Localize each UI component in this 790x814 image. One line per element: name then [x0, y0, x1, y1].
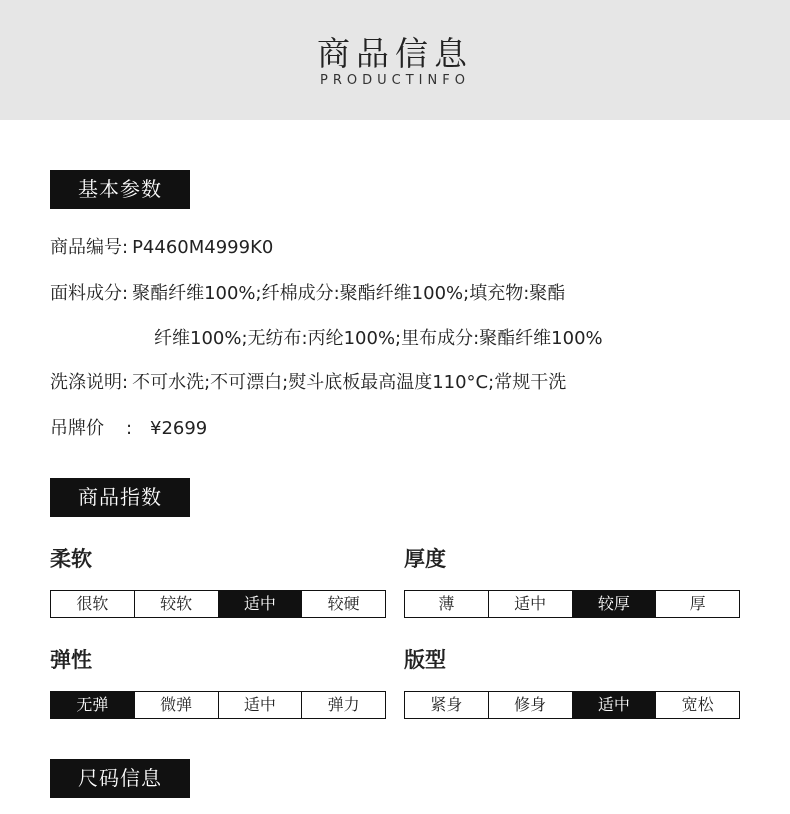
index-title-fit: 版型 — [404, 648, 446, 672]
thickness-option: 适中 — [489, 591, 573, 617]
index-title-softness: 柔软 — [50, 547, 92, 571]
fit-option: 紧身 — [405, 692, 489, 718]
wash-label: 洗涤说明: — [50, 372, 129, 393]
price-value: ¥2699 — [150, 418, 208, 439]
thickness-option: 较厚 — [573, 591, 657, 617]
elasticity-scale — [50, 691, 386, 719]
product-code-value: P4460M4999K0 — [132, 237, 274, 258]
thickness-option: 厚 — [689, 594, 706, 613]
softness-option: 适中 — [219, 591, 303, 617]
thickness-option: 薄 — [405, 591, 489, 617]
index-title-elasticity: 弹性 — [50, 648, 92, 672]
section-product-index: 商品指数 — [50, 478, 190, 517]
product-code-row — [50, 236, 273, 260]
index-title-thickness: 厚度 — [404, 547, 446, 571]
price-colon: : — [126, 418, 133, 439]
wash-value: 不可水洗;不可漂白;熨斗底板最高温度110°C;常规干洗 — [132, 372, 567, 393]
fit-option: 适中 — [573, 692, 657, 718]
section-basic-params: 基本参数 — [50, 170, 190, 209]
page-title: 商品信息 — [317, 34, 473, 73]
price-row — [50, 417, 207, 441]
softness-option: 较软 — [135, 591, 219, 617]
product-code-label: 商品编号: — [50, 237, 129, 258]
elasticity-option: 微弹 — [135, 692, 219, 718]
fit-option: 修身 — [489, 692, 573, 718]
elasticity-option: 弹力 — [327, 695, 360, 714]
fit-option: 宽松 — [681, 695, 714, 714]
elasticity-option: 适中 — [219, 692, 303, 718]
wash-row — [50, 371, 566, 395]
softness-option: 较硬 — [327, 594, 360, 613]
fabric-row — [50, 282, 565, 306]
price-label: 吊牌价 — [50, 418, 104, 439]
page-subtitle: PRODUCTINFO — [320, 73, 470, 88]
header-banner — [0, 0, 790, 120]
elasticity-option: 无弹 — [51, 692, 135, 718]
softness-scale — [50, 590, 386, 618]
fabric-value-line1: 聚酯纤维100%;纤棉成分:聚酯纤维100%;填充物:聚酯 — [132, 283, 566, 304]
softness-option: 很软 — [51, 591, 135, 617]
fabric-label: 面料成分: — [50, 283, 129, 304]
fit-scale — [404, 691, 740, 719]
fabric-value-line2: 纤维100%;无纺布:丙纶100%;里布成分:聚酯纤维100% — [154, 328, 603, 349]
thickness-scale — [404, 590, 740, 618]
section-size-info: 尺码信息 — [50, 759, 190, 798]
